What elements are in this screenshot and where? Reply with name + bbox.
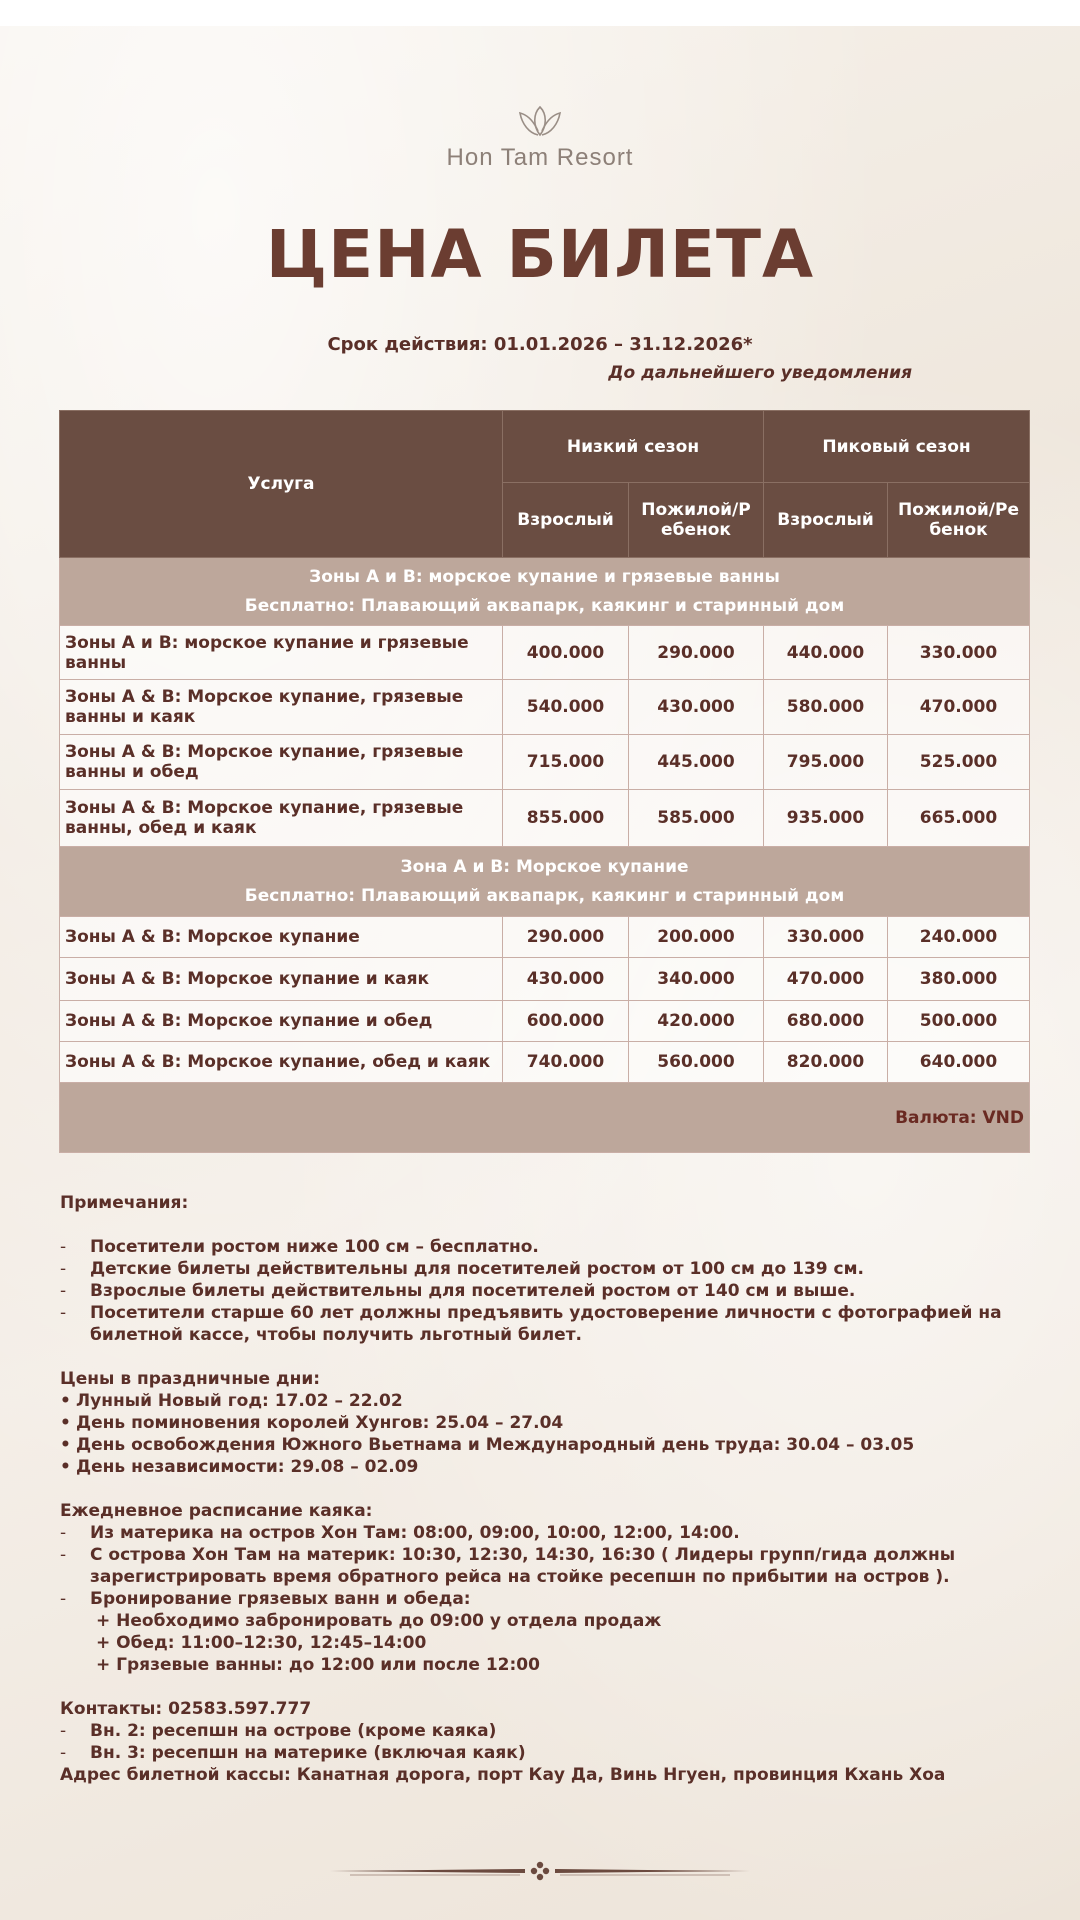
price-cell: 680.000 <box>764 1001 888 1042</box>
price-cell: 560.000 <box>629 1042 764 1083</box>
service-cell: Зоны A & B: Морское купание, обед и каяк <box>60 1042 503 1083</box>
notice-text: До дальнейшего уведомления <box>608 363 912 383</box>
list-subitem: + Грязевые ванны: до 12:00 или после 12:00 <box>96 1655 540 1675</box>
list-subitem: + Необходимо забронировать до 09:00 у отдела продаж <box>96 1611 662 1631</box>
list-item: • День освобождения Южного Вьетнама и Международный день труда: 30.04 – 03.05 <box>60 1434 1030 1456</box>
contacts-list <box>60 1720 1030 1764</box>
price-cell: 470.000 <box>888 680 1030 735</box>
header-low-adult: Взрослый <box>503 483 629 558</box>
list-item: - Посетители ростом ниже 100 см – бесплатно. <box>60 1236 1030 1258</box>
list-item: • День независимости: 29.08 – 02.09 <box>60 1456 1030 1478</box>
price-cell: 340.000 <box>629 958 764 1001</box>
notes-section <box>60 1192 1030 1786</box>
service-cell: Зоны A & B: Морское купание <box>60 917 503 958</box>
section-title <box>60 847 1030 917</box>
header-peak-adult: Взрослый <box>764 483 888 558</box>
section-line: Зона А и В: Морское купание <box>400 856 689 877</box>
price-cell: 795.000 <box>764 735 888 790</box>
price-cell: 740.000 <box>503 1042 629 1083</box>
section-line: Зоны A и B: морское купание и грязевые ванны <box>309 566 780 587</box>
price-cell: 380.000 <box>888 958 1030 1001</box>
table-row <box>60 958 1030 1001</box>
price-cell: 470.000 <box>764 958 888 1001</box>
section-line: Бесплатно: Плавающий аквапарк, каякинг и старинный дом <box>244 885 845 906</box>
price-cell: 240.000 <box>888 917 1030 958</box>
table-row <box>60 790 1030 847</box>
price-cell: 430.000 <box>503 958 629 1001</box>
list-item: - Посетители старше 60 лет должны предъявить удостоверение личности с фотографией на билетной кассе, чтобы получить льготный билет. <box>60 1302 1030 1346</box>
currency-label: Валюта: VND <box>60 1083 1030 1153</box>
price-cell: 290.000 <box>629 626 764 680</box>
price-cell: 935.000 <box>764 790 888 847</box>
service-cell: Зоны A & B: Морское купание, грязевые ванны и каяк <box>60 680 503 735</box>
list-item: - Бронирование грязевых ванн и обеда: <box>60 1588 1030 1610</box>
service-cell: Зоны A & B: Морское купание, грязевые ванны и обед <box>60 735 503 790</box>
price-cell: 400.000 <box>503 626 629 680</box>
price-cell: 525.000 <box>888 735 1030 790</box>
list-item: - С острова Хон Там на материк: 10:30, 12:30, 14:30, 16:30 ( Лидеры групп/гида должны зарегистрировать время обратного рейса на стойке ресепшн по прибытии на остров ). <box>60 1544 1030 1588</box>
schedule-heading: Ежедневное расписание каяка: <box>60 1501 373 1521</box>
notes-list <box>60 1236 1030 1346</box>
header-peak-senior: Пожилой/Ре бенок <box>888 483 1030 558</box>
list-item: • День поминовения королей Хунгов: 25.04 – 27.04 <box>60 1412 1030 1434</box>
list-item: - Взрослые билеты действительны для посетителей ростом от 140 см и выше. <box>60 1280 1030 1302</box>
section-title <box>60 558 1030 626</box>
service-cell: Зоны A & B: Морское купание и обед <box>60 1001 503 1042</box>
price-sheet <box>0 26 1080 1920</box>
brand-logo <box>0 104 1080 172</box>
price-cell: 500.000 <box>888 1001 1030 1042</box>
service-cell: Зоны A & B: Морское купание и каяк <box>60 958 503 1001</box>
list-item: - Вн. 2: ресепшн на острове (кроме каяка) <box>60 1720 1030 1742</box>
price-table <box>59 410 1030 1153</box>
header-peak-season: Пиковый сезон <box>764 411 1030 483</box>
price-cell: 420.000 <box>629 1001 764 1042</box>
lotus-icon <box>514 104 566 138</box>
price-cell: 290.000 <box>503 917 629 958</box>
price-cell: 585.000 <box>629 790 764 847</box>
divider-ornament-icon <box>330 1859 750 1883</box>
price-cell: 330.000 <box>764 917 888 958</box>
page-title: ЦЕНА БИЛЕТА <box>265 216 815 293</box>
service-cell: Зоны A & B: Морское купание, грязевые ванны, обед и каяк <box>60 790 503 847</box>
section-line: Бесплатно: Плавающий аквапарк, каякинг и старинный дом <box>244 595 845 616</box>
header-low-senior: Пожилой/Р ебенок <box>629 483 764 558</box>
table-row <box>60 626 1030 680</box>
section-header <box>60 558 1030 626</box>
notes-heading: Примечания: <box>60 1193 189 1213</box>
validity-period: Срок действия: 01.01.2026 – 31.12.2026* <box>327 334 753 355</box>
price-cell: 715.000 <box>503 735 629 790</box>
price-cell: 440.000 <box>764 626 888 680</box>
list-subitem: + Обед: 11:00–12:30, 12:45–14:00 <box>96 1633 427 1653</box>
price-cell: 600.000 <box>503 1001 629 1042</box>
table-row <box>60 735 1030 790</box>
price-cell: 330.000 <box>888 626 1030 680</box>
header-low-season: Низкий сезон <box>503 411 764 483</box>
holidays-list <box>60 1390 1030 1478</box>
price-cell: 430.000 <box>629 680 764 735</box>
ticket-office-address: Адрес билетной кассы: Канатная дорога, порт Кау Да, Винь Нгуен, провинция Кхань Хоа <box>60 1765 946 1785</box>
holidays-heading: Цены в праздничные дни: <box>60 1369 321 1389</box>
table-row <box>60 917 1030 958</box>
price-cell: 665.000 <box>888 790 1030 847</box>
brand-name: Hon Tam Resort <box>446 144 634 171</box>
table-row <box>60 680 1030 735</box>
header-service: Услуга <box>60 411 503 558</box>
table-row <box>60 1001 1030 1042</box>
list-item: - Вн. 3: ресепшн на материке (включая каяк) <box>60 1742 1030 1764</box>
list-item: - Детские билеты действительны для посетителей ростом от 100 см до 139 см. <box>60 1258 1030 1280</box>
section-header <box>60 847 1030 917</box>
list-item: - Из материка на остров Хон Там: 08:00, 09:00, 10:00, 12:00, 14:00. <box>60 1522 1030 1544</box>
contacts-heading: Контакты: 02583.597.777 <box>60 1699 312 1719</box>
price-cell: 540.000 <box>503 680 629 735</box>
price-cell: 855.000 <box>503 790 629 847</box>
service-cell: Зоны A и B: морское купание и грязевые ванны <box>60 626 503 680</box>
price-cell: 580.000 <box>764 680 888 735</box>
currency-row <box>60 1083 1030 1153</box>
price-cell: 640.000 <box>888 1042 1030 1083</box>
schedule-list <box>60 1522 1030 1676</box>
price-cell: 200.000 <box>629 917 764 958</box>
table-row <box>60 1042 1030 1083</box>
price-cell: 445.000 <box>629 735 764 790</box>
list-item: • Лунный Новый год: 17.02 – 22.02 <box>60 1390 1030 1412</box>
price-cell: 820.000 <box>764 1042 888 1083</box>
